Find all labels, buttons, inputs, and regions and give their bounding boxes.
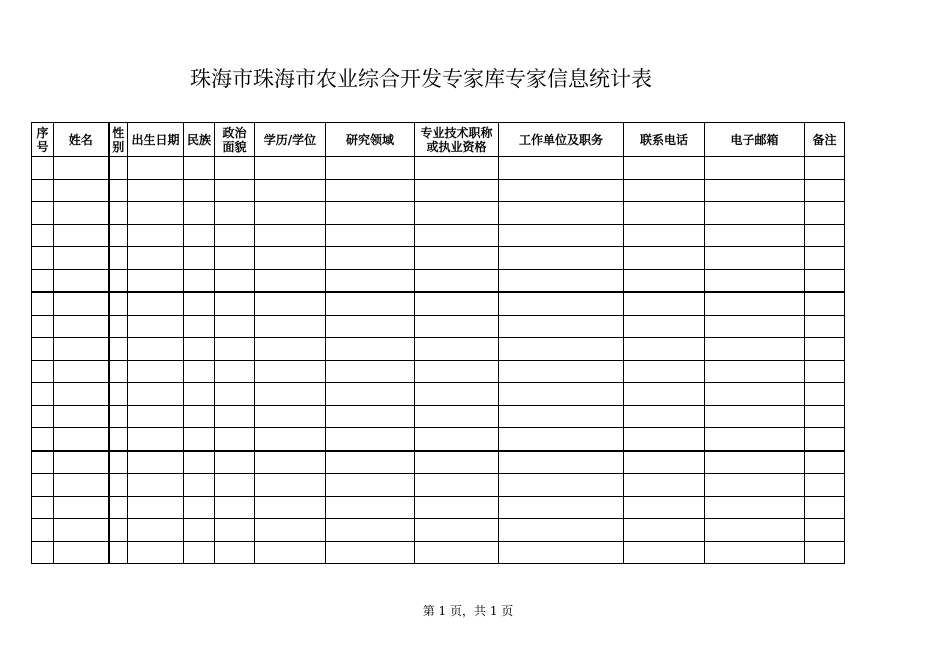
table-cell-ethnicity[interactable]: [184, 202, 215, 225]
table-cell-degree[interactable]: [255, 405, 326, 428]
table-cell-ethnicity[interactable]: [184, 519, 215, 542]
table-cell-remarks[interactable]: [805, 157, 845, 180]
table-cell-name[interactable]: [54, 428, 109, 451]
table-cell-ethnicity[interactable]: [184, 360, 215, 383]
col-header-seq: 序 号: [32, 123, 54, 157]
table-cell-seq[interactable]: [32, 405, 54, 428]
table-cell-title-qual[interactable]: [415, 202, 499, 225]
table-cell-name[interactable]: [54, 474, 109, 497]
table-cell-remarks[interactable]: [805, 202, 845, 225]
table-cell-politics[interactable]: [215, 383, 255, 406]
table-cell-title-qual[interactable]: [415, 383, 499, 406]
table-row: [32, 269, 845, 292]
table-cell-remarks[interactable]: [805, 247, 845, 270]
table-cell-degree[interactable]: [255, 247, 326, 270]
col-header-employer-position: 工作单位及职务: [499, 123, 624, 157]
table-cell-remarks[interactable]: [805, 179, 845, 202]
table-cell-phone[interactable]: [624, 157, 705, 180]
table-cell-politics[interactable]: [215, 315, 255, 338]
table-row: [32, 292, 845, 315]
table-cell-seq[interactable]: [32, 269, 54, 292]
table-cell-title-qual[interactable]: [415, 179, 499, 202]
table-cell-birth[interactable]: [128, 451, 184, 474]
table-cell-phone[interactable]: [624, 428, 705, 451]
table-cell-gender[interactable]: [109, 519, 128, 542]
table-cell-email[interactable]: [705, 496, 805, 519]
table-cell-email[interactable]: [705, 247, 805, 270]
table-cell-seq[interactable]: [32, 315, 54, 338]
table-cell-field[interactable]: [326, 224, 415, 247]
table-cell-degree[interactable]: [255, 541, 326, 564]
table-row: [32, 360, 845, 383]
table-cell-email[interactable]: [705, 360, 805, 383]
table-cell-seq[interactable]: [32, 360, 54, 383]
table-cell-birth[interactable]: [128, 541, 184, 564]
table-cell-politics[interactable]: [215, 224, 255, 247]
table-row: [32, 519, 845, 542]
table-cell-employer[interactable]: [499, 269, 624, 292]
table-cell-field[interactable]: [326, 383, 415, 406]
table-cell-remarks[interactable]: [805, 315, 845, 338]
table-cell-seq[interactable]: [32, 247, 54, 270]
table-cell-birth[interactable]: [128, 428, 184, 451]
table-row: [32, 338, 845, 361]
table-cell-remarks[interactable]: [805, 541, 845, 564]
table-cell-employer[interactable]: [499, 179, 624, 202]
table-cell-field[interactable]: [326, 474, 415, 497]
table-cell-politics[interactable]: [215, 405, 255, 428]
table-cell-gender[interactable]: [109, 269, 128, 292]
table-cell-field[interactable]: [326, 202, 415, 225]
table-cell-name[interactable]: [54, 451, 109, 474]
table-cell-ethnicity[interactable]: [184, 315, 215, 338]
table-cell-birth[interactable]: [128, 269, 184, 292]
table-cell-name[interactable]: [54, 541, 109, 564]
table-cell-phone[interactable]: [624, 224, 705, 247]
table-cell-gender[interactable]: [109, 428, 128, 451]
table-cell-degree[interactable]: [255, 474, 326, 497]
table-cell-politics[interactable]: [215, 179, 255, 202]
table-cell-remarks[interactable]: [805, 292, 845, 315]
table-cell-phone[interactable]: [624, 474, 705, 497]
table-cell-phone[interactable]: [624, 519, 705, 542]
table-cell-politics[interactable]: [215, 451, 255, 474]
table-cell-ethnicity[interactable]: [184, 179, 215, 202]
table-cell-employer[interactable]: [499, 338, 624, 361]
table-cell-email[interactable]: [705, 202, 805, 225]
table-cell-degree[interactable]: [255, 383, 326, 406]
table-cell-phone[interactable]: [624, 292, 705, 315]
table-row: [32, 428, 845, 451]
col-header-degree: 学历/学位: [255, 123, 326, 157]
table-cell-degree[interactable]: [255, 519, 326, 542]
table-cell-field[interactable]: [326, 269, 415, 292]
table-cell-gender[interactable]: [109, 541, 128, 564]
table-cell-email[interactable]: [705, 292, 805, 315]
table-cell-name[interactable]: [54, 360, 109, 383]
table-cell-name[interactable]: [54, 383, 109, 406]
table-cell-employer[interactable]: [499, 496, 624, 519]
table-cell-politics[interactable]: [215, 474, 255, 497]
table-cell-degree[interactable]: [255, 179, 326, 202]
col-header-remarks: 备注: [805, 123, 845, 157]
table-cell-seq[interactable]: [32, 383, 54, 406]
table-cell-email[interactable]: [705, 451, 805, 474]
table-cell-remarks[interactable]: [805, 383, 845, 406]
table-cell-phone[interactable]: [624, 360, 705, 383]
table-cell-name[interactable]: [54, 202, 109, 225]
table-cell-degree[interactable]: [255, 292, 326, 315]
table-row: [32, 451, 845, 474]
table-cell-name[interactable]: [54, 292, 109, 315]
table-cell-email[interactable]: [705, 179, 805, 202]
table-cell-remarks[interactable]: [805, 269, 845, 292]
table-cell-politics[interactable]: [215, 269, 255, 292]
table-cell-ethnicity[interactable]: [184, 157, 215, 180]
table-cell-gender[interactable]: [109, 315, 128, 338]
table-cell-field[interactable]: [326, 519, 415, 542]
table-cell-email[interactable]: [705, 338, 805, 361]
table-cell-phone[interactable]: [624, 202, 705, 225]
table-row: [32, 157, 845, 180]
table-cell-seq[interactable]: [32, 224, 54, 247]
table-cell-birth[interactable]: [128, 315, 184, 338]
table-cell-ethnicity[interactable]: [184, 224, 215, 247]
table-cell-politics[interactable]: [215, 202, 255, 225]
table-cell-birth[interactable]: [128, 202, 184, 225]
table-cell-employer[interactable]: [499, 405, 624, 428]
table-cell-field[interactable]: [326, 315, 415, 338]
table-cell-gender[interactable]: [109, 405, 128, 428]
col-header-email: 电子邮箱: [705, 123, 805, 157]
table-cell-birth[interactable]: [128, 474, 184, 497]
table-cell-ethnicity[interactable]: [184, 383, 215, 406]
table-cell-email[interactable]: [705, 541, 805, 564]
table-cell-politics[interactable]: [215, 338, 255, 361]
table-cell-title-qual[interactable]: [415, 451, 499, 474]
table-cell-remarks[interactable]: [805, 496, 845, 519]
table-cell-email[interactable]: [705, 474, 805, 497]
table-cell-degree[interactable]: [255, 338, 326, 361]
table-cell-employer[interactable]: [499, 451, 624, 474]
table-cell-gender[interactable]: [109, 496, 128, 519]
table-cell-field[interactable]: [326, 451, 415, 474]
table-cell-employer[interactable]: [499, 292, 624, 315]
expert-info-table: [31, 122, 845, 564]
table-cell-field[interactable]: [326, 179, 415, 202]
table-cell-email[interactable]: [705, 383, 805, 406]
table-cell-gender[interactable]: [109, 157, 128, 180]
table-cell-remarks[interactable]: [805, 451, 845, 474]
table-cell-email[interactable]: [705, 224, 805, 247]
table-cell-email[interactable]: [705, 269, 805, 292]
table-cell-seq[interactable]: [32, 496, 54, 519]
table-header-row: [32, 123, 845, 157]
col-header-political-status: 政治 面貌: [215, 123, 255, 157]
table-cell-birth[interactable]: [128, 519, 184, 542]
table-cell-phone[interactable]: [624, 496, 705, 519]
table-cell-ethnicity[interactable]: [184, 451, 215, 474]
table-cell-phone[interactable]: [624, 383, 705, 406]
table-cell-remarks[interactable]: [805, 224, 845, 247]
col-header-gender: 性 别: [109, 123, 128, 157]
table-cell-seq[interactable]: [32, 179, 54, 202]
table-cell-title-qual[interactable]: [415, 405, 499, 428]
table-cell-employer[interactable]: [499, 224, 624, 247]
table-cell-name[interactable]: [54, 179, 109, 202]
table-cell-employer[interactable]: [499, 383, 624, 406]
table-cell-birth[interactable]: [128, 496, 184, 519]
col-header-research-field: 研究领域: [326, 123, 415, 157]
table-cell-remarks[interactable]: [805, 360, 845, 383]
table-cell-seq[interactable]: [32, 338, 54, 361]
table-cell-degree[interactable]: [255, 269, 326, 292]
table-cell-email[interactable]: [705, 405, 805, 428]
table-cell-field[interactable]: [326, 428, 415, 451]
col-header-professional-title: 专业技术职称 或执业资格: [415, 123, 499, 157]
table-cell-ethnicity[interactable]: [184, 247, 215, 270]
table-cell-degree[interactable]: [255, 451, 326, 474]
table-row: [32, 405, 845, 428]
page-title: 珠海市珠海市农业综合开发专家库专家信息统计表: [190, 67, 652, 91]
table-cell-email[interactable]: [705, 315, 805, 338]
table-row: [32, 247, 845, 270]
table-cell-seq[interactable]: [32, 428, 54, 451]
table-cell-gender[interactable]: [109, 292, 128, 315]
table-cell-name[interactable]: [54, 315, 109, 338]
table-cell-phone[interactable]: [624, 179, 705, 202]
table-cell-remarks[interactable]: [805, 519, 845, 542]
table-cell-phone[interactable]: [624, 338, 705, 361]
table-cell-field[interactable]: [326, 292, 415, 315]
table-cell-birth[interactable]: [128, 247, 184, 270]
table-cell-name[interactable]: [54, 224, 109, 247]
page-number-footer: 第 1 页，共 1 页: [422, 604, 514, 618]
table-cell-politics[interactable]: [215, 157, 255, 180]
table-cell-ethnicity[interactable]: [184, 338, 215, 361]
table-cell-title-qual[interactable]: [415, 247, 499, 270]
table-cell-title-qual[interactable]: [415, 292, 499, 315]
table-cell-gender[interactable]: [109, 179, 128, 202]
table-row: [32, 202, 845, 225]
table-cell-politics[interactable]: [215, 360, 255, 383]
table-cell-politics[interactable]: [215, 428, 255, 451]
table-cell-title-qual[interactable]: [415, 338, 499, 361]
col-header-ethnicity: 民族: [184, 123, 215, 157]
table-cell-employer[interactable]: [499, 360, 624, 383]
table-cell-degree[interactable]: [255, 360, 326, 383]
table-cell-field[interactable]: [326, 496, 415, 519]
table-cell-remarks[interactable]: [805, 474, 845, 497]
table-cell-title-qual[interactable]: [415, 496, 499, 519]
table-cell-name[interactable]: [54, 519, 109, 542]
table-cell-politics[interactable]: [215, 247, 255, 270]
table-cell-title-qual[interactable]: [415, 269, 499, 292]
table-cell-phone[interactable]: [624, 269, 705, 292]
col-header-name: 姓名: [54, 123, 109, 157]
table-cell-name[interactable]: [54, 269, 109, 292]
table-cell-phone[interactable]: [624, 541, 705, 564]
table-cell-gender[interactable]: [109, 224, 128, 247]
table-cell-gender[interactable]: [109, 451, 128, 474]
table-cell-remarks[interactable]: [805, 338, 845, 361]
table-cell-remarks[interactable]: [805, 428, 845, 451]
table-cell-title-qual[interactable]: [415, 474, 499, 497]
table-cell-title-qual[interactable]: [415, 360, 499, 383]
table-cell-phone[interactable]: [624, 247, 705, 270]
table-row: [32, 315, 845, 338]
table-cell-remarks[interactable]: [805, 405, 845, 428]
table-cell-ethnicity[interactable]: [184, 541, 215, 564]
table-cell-title-qual[interactable]: [415, 541, 499, 564]
table-cell-birth[interactable]: [128, 179, 184, 202]
table-body: [32, 157, 845, 564]
table-cell-politics[interactable]: [215, 519, 255, 542]
table-row: [32, 496, 845, 519]
table-cell-employer[interactable]: [499, 474, 624, 497]
table-cell-birth[interactable]: [128, 157, 184, 180]
table-cell-phone[interactable]: [624, 315, 705, 338]
table-cell-birth[interactable]: [128, 383, 184, 406]
table-cell-title-qual[interactable]: [415, 519, 499, 542]
table-cell-ethnicity[interactable]: [184, 474, 215, 497]
table-cell-gender[interactable]: [109, 383, 128, 406]
table-cell-degree[interactable]: [255, 202, 326, 225]
table-cell-field[interactable]: [326, 360, 415, 383]
table-cell-email[interactable]: [705, 157, 805, 180]
table-cell-gender[interactable]: [109, 360, 128, 383]
col-header-phone: 联系电话: [624, 123, 705, 157]
table-cell-degree[interactable]: [255, 315, 326, 338]
col-header-birth-date: 出生日期: [128, 123, 184, 157]
table-cell-name[interactable]: [54, 338, 109, 361]
table-cell-gender[interactable]: [109, 474, 128, 497]
table-cell-field[interactable]: [326, 541, 415, 564]
table-cell-employer[interactable]: [499, 428, 624, 451]
table-cell-politics[interactable]: [215, 496, 255, 519]
table-cell-title-qual[interactable]: [415, 315, 499, 338]
table-row: [32, 474, 845, 497]
table-cell-seq[interactable]: [32, 292, 54, 315]
table-cell-politics[interactable]: [215, 541, 255, 564]
table-cell-employer[interactable]: [499, 519, 624, 542]
table-cell-name[interactable]: [54, 496, 109, 519]
table-cell-employer[interactable]: [499, 247, 624, 270]
table-cell-field[interactable]: [326, 157, 415, 180]
table-cell-field[interactable]: [326, 247, 415, 270]
table-cell-email[interactable]: [705, 428, 805, 451]
table-cell-birth[interactable]: [128, 292, 184, 315]
table-cell-degree[interactable]: [255, 224, 326, 247]
table-cell-field[interactable]: [326, 338, 415, 361]
table-cell-birth[interactable]: [128, 338, 184, 361]
table-cell-title-qual[interactable]: [415, 157, 499, 180]
table-cell-employer[interactable]: [499, 541, 624, 564]
table-cell-ethnicity[interactable]: [184, 428, 215, 451]
table-cell-title-qual[interactable]: [415, 428, 499, 451]
table-cell-seq[interactable]: [32, 202, 54, 225]
table-cell-ethnicity[interactable]: [184, 292, 215, 315]
table-cell-seq[interactable]: [32, 474, 54, 497]
table-cell-degree[interactable]: [255, 157, 326, 180]
table-cell-name[interactable]: [54, 247, 109, 270]
table-cell-politics[interactable]: [215, 292, 255, 315]
table-cell-employer[interactable]: [499, 202, 624, 225]
table-cell-field[interactable]: [326, 405, 415, 428]
table-row: [32, 224, 845, 247]
table-cell-phone[interactable]: [624, 405, 705, 428]
table-cell-seq[interactable]: [32, 451, 54, 474]
table-cell-gender[interactable]: [109, 202, 128, 225]
table-cell-ethnicity[interactable]: [184, 405, 215, 428]
table-cell-birth[interactable]: [128, 360, 184, 383]
table-row: [32, 541, 845, 564]
table-cell-name[interactable]: [54, 157, 109, 180]
table-cell-ethnicity[interactable]: [184, 269, 215, 292]
table-cell-seq[interactable]: [32, 519, 54, 542]
table-row: [32, 383, 845, 406]
table-row: [32, 179, 845, 202]
table-cell-phone[interactable]: [624, 451, 705, 474]
table-cell-gender[interactable]: [109, 247, 128, 270]
table-cell-gender[interactable]: [109, 338, 128, 361]
table-cell-seq[interactable]: [32, 541, 54, 564]
table-cell-seq[interactable]: [32, 157, 54, 180]
table-cell-degree[interactable]: [255, 496, 326, 519]
table-cell-employer[interactable]: [499, 315, 624, 338]
table-cell-email[interactable]: [705, 519, 805, 542]
table-cell-degree[interactable]: [255, 428, 326, 451]
table-cell-title-qual[interactable]: [415, 224, 499, 247]
table-cell-name[interactable]: [54, 405, 109, 428]
table-cell-birth[interactable]: [128, 224, 184, 247]
table-cell-employer[interactable]: [499, 157, 624, 180]
table-cell-ethnicity[interactable]: [184, 496, 215, 519]
table-cell-birth[interactable]: [128, 405, 184, 428]
